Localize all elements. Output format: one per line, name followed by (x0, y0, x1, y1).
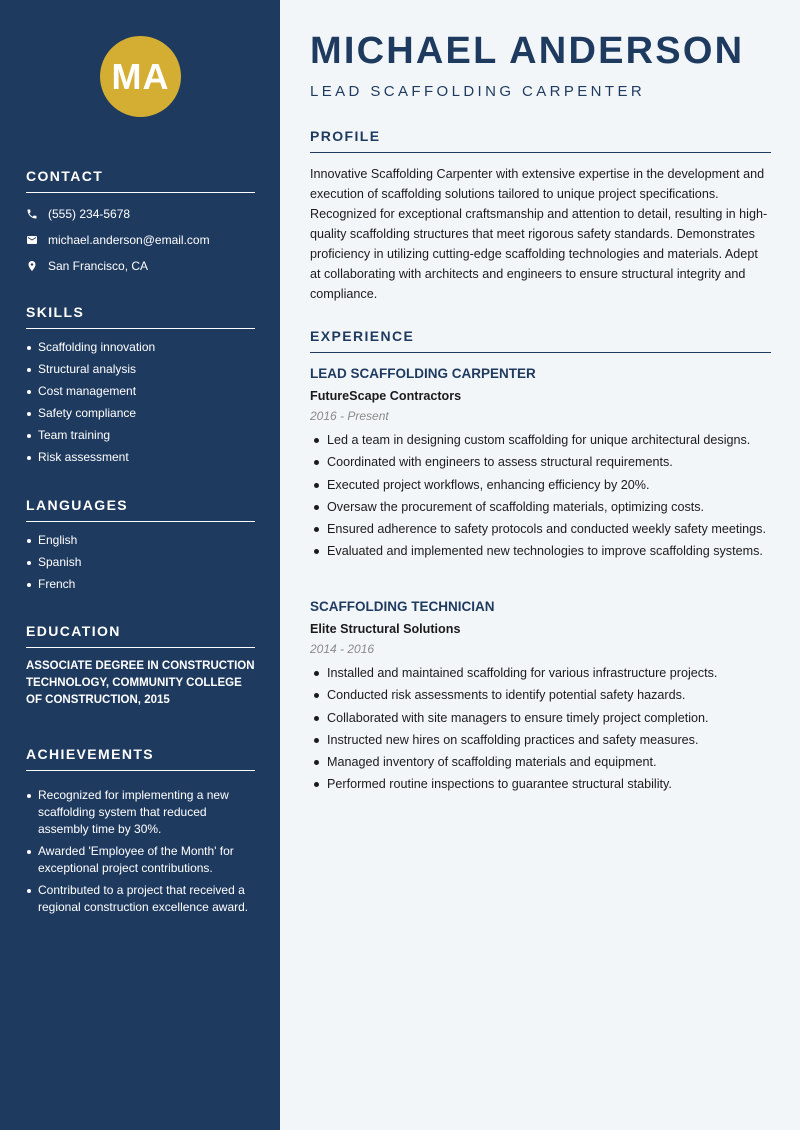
phone-icon (26, 208, 48, 220)
contact-location (26, 253, 255, 279)
list-item: Safety compliance (26, 405, 255, 422)
email-text[interactable]: michael.anderson@email.com (48, 233, 210, 247)
achievements-heading: ACHIEVEMENTS (26, 746, 255, 771)
list-item: Scaffolding innovation (26, 339, 255, 356)
profile-text: Innovative Scaffolding Carpenter with extensive expertise in the development and execution of scaffolding solutions tailored to unique project specifications. Recognized for exceptional craftsmanship and attention to detail, resulting in high-quality scaffolding structures that meet rigorous safety standards. Demonstrates proficiency in utilizing cutting-edge scaffolding technologies and materials. Adept at collaborating with architects and engineers to ensure structural integrity and compliance. (310, 167, 768, 301)
achievements-list (26, 787, 255, 916)
job-dates: 2014 - 2016 (310, 642, 375, 656)
candidate-role: LEAD SCAFFOLDING CARPENTER (310, 83, 646, 100)
languages-section (26, 497, 255, 598)
experience-section (310, 328, 771, 353)
job-entry (310, 599, 771, 798)
list-item: Cost management (26, 383, 255, 400)
email-icon (26, 234, 48, 246)
experience-heading: EXPERIENCE (310, 328, 771, 353)
list-item: Risk assessment (26, 449, 255, 466)
location-pin-icon (26, 260, 48, 272)
list-item: Oversaw the procurement of scaffolding materials, optimizing costs. (310, 498, 771, 516)
achievements-section (26, 746, 255, 921)
education-section (26, 623, 255, 709)
skills-heading: SKILLS (26, 304, 255, 329)
list-item: Collaborated with site managers to ensure timely project completion. (310, 709, 771, 727)
candidate-name: MICHAEL ANDERSON (310, 30, 745, 72)
list-item: Performed routine inspections to guarantee structural stability. (310, 775, 771, 793)
job-bullets (310, 431, 771, 560)
avatar: MA (100, 36, 181, 117)
list-item: Recognized for implementing a new scaffolding system that reduced assembly time by 30%. (26, 787, 255, 838)
list-item: Coordinated with engineers to assess structural requirements. (310, 453, 771, 471)
profile-section (310, 128, 771, 304)
location-text: San Francisco, CA (48, 259, 149, 273)
skills-section (26, 304, 255, 471)
job-entry (310, 366, 771, 565)
list-item: Instructed new hires on scaffolding practices and safety measures. (310, 731, 771, 749)
education-text: ASSOCIATE DEGREE IN CONSTRUCTION TECHNOLOGY, COMMUNITY COLLEGE OF CONSTRUCTION, 2015 (26, 660, 255, 706)
contact-section (26, 168, 255, 279)
list-item: Ensured adherence to safety protocols and conducted weekly safety meetings. (310, 520, 771, 538)
contact-heading: CONTACT (26, 168, 255, 193)
list-item: Team training (26, 427, 255, 444)
skills-list (26, 339, 255, 466)
list-item: Awarded 'Employee of the Month' for exceptional project contributions. (26, 843, 255, 877)
job-title: SCAFFOLDING TECHNICIAN (310, 599, 495, 614)
contact-email (26, 227, 255, 253)
phone-text: (555) 234-5678 (48, 207, 131, 221)
profile-heading: PROFILE (310, 128, 771, 153)
list-item: French (26, 576, 255, 593)
list-item: Installed and maintained scaffolding for various infrastructure projects. (310, 664, 771, 682)
list-item: Structural analysis (26, 361, 255, 378)
company-name: FutureScape Contractors (310, 389, 462, 403)
list-item: Executed project workflows, enhancing efficiency by 20%. (310, 476, 771, 494)
list-item: English (26, 532, 255, 549)
contact-phone (26, 201, 255, 227)
job-bullets (310, 664, 771, 793)
list-item: Spanish (26, 554, 255, 571)
list-item: Evaluated and implemented new technologies to improve scaffolding systems. (310, 542, 771, 560)
list-item: Contributed to a project that received a regional construction excellence award. (26, 882, 255, 916)
company-name: Elite Structural Solutions (310, 622, 461, 636)
languages-list (26, 532, 255, 593)
job-title: LEAD SCAFFOLDING CARPENTER (310, 366, 536, 381)
sidebar (0, 0, 280, 1130)
list-item: Managed inventory of scaffolding materials and equipment. (310, 753, 771, 771)
list-item: Led a team in designing custom scaffolding for unique architectural designs. (310, 431, 771, 449)
languages-heading: LANGUAGES (26, 497, 255, 522)
list-item: Conducted risk assessments to identify potential safety hazards. (310, 686, 771, 704)
education-heading: EDUCATION (26, 623, 255, 648)
job-dates: 2016 - Present (310, 409, 389, 423)
